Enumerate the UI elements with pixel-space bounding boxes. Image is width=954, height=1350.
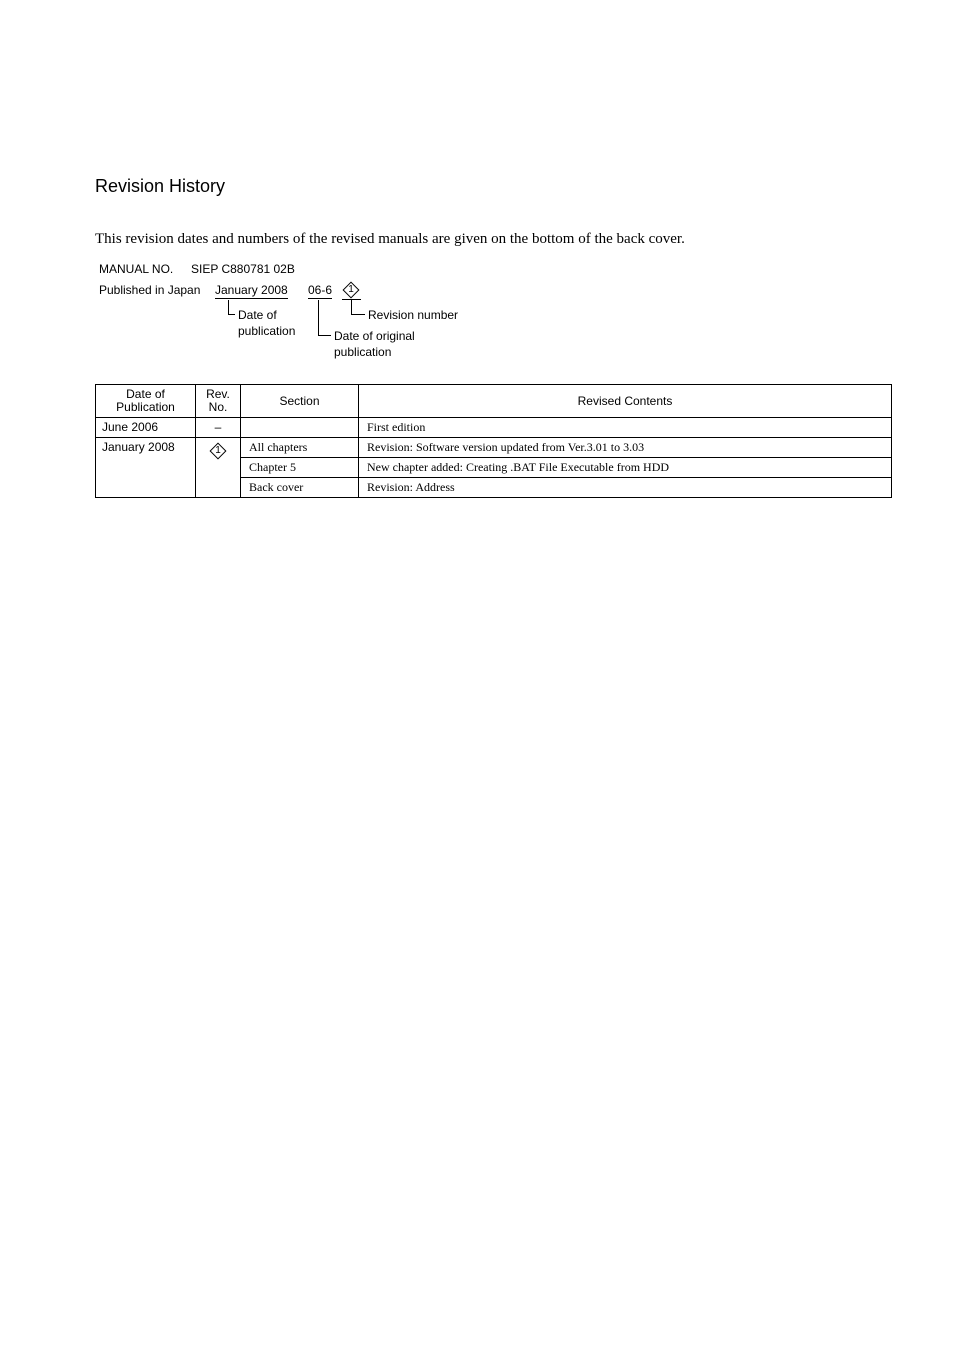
connector-line: [318, 300, 319, 335]
cell-section: Back cover: [241, 478, 359, 498]
callout-date-of-publication: Date of publication: [238, 308, 296, 338]
cell-rev: –: [196, 418, 241, 438]
connector-line: [351, 314, 365, 315]
cell-section: Chapter 5: [241, 458, 359, 478]
cell-contents: First edition: [359, 418, 892, 438]
header-contents: Revised Contents: [359, 385, 892, 418]
connector-line: [228, 300, 229, 314]
cell-contents: Revision: Software version updated from Ver.3.01 to 3.03: [359, 438, 892, 458]
revision-diamond-number: 1: [348, 284, 354, 295]
connector-line: [228, 314, 235, 315]
cell-contents: Revision: Address: [359, 478, 892, 498]
header-date: Date of Publication: [96, 385, 196, 418]
header-section: Section: [241, 385, 359, 418]
manual-no-label: MANUAL NO.: [99, 262, 174, 276]
header-rev: Rev. No.: [196, 385, 241, 418]
callout-original-date: Date of original publication: [334, 329, 415, 359]
published-label: Published in Japan: [99, 283, 201, 297]
manual-no-value: SIEP C880781 02B: [191, 262, 295, 276]
intro-text: This revision dates and numbers of the revised manuals are given on the bottom of the back cover.: [95, 231, 685, 247]
revision-table: [95, 384, 892, 498]
table-header-row: [96, 385, 892, 418]
cell-contents: New chapter added: Creating .BAT File Executable from HDD: [359, 458, 892, 478]
publication-date: January 2008: [215, 283, 288, 297]
cell-section: All chapters: [241, 438, 359, 458]
cell-rev: [196, 438, 241, 498]
original-date: 06-6: [308, 283, 333, 297]
callout-revision-number: Revision number: [368, 308, 459, 322]
cell-date: January 2008: [96, 438, 196, 498]
cell-section: [241, 418, 359, 438]
cell-date: June 2006: [96, 418, 196, 438]
revision-diamond-number: 1: [215, 445, 221, 456]
table-row: [96, 418, 892, 438]
table-row: [96, 438, 892, 458]
connector-line: [318, 335, 331, 336]
page-title: Revision History: [95, 176, 226, 196]
connector-line: [351, 300, 352, 314]
